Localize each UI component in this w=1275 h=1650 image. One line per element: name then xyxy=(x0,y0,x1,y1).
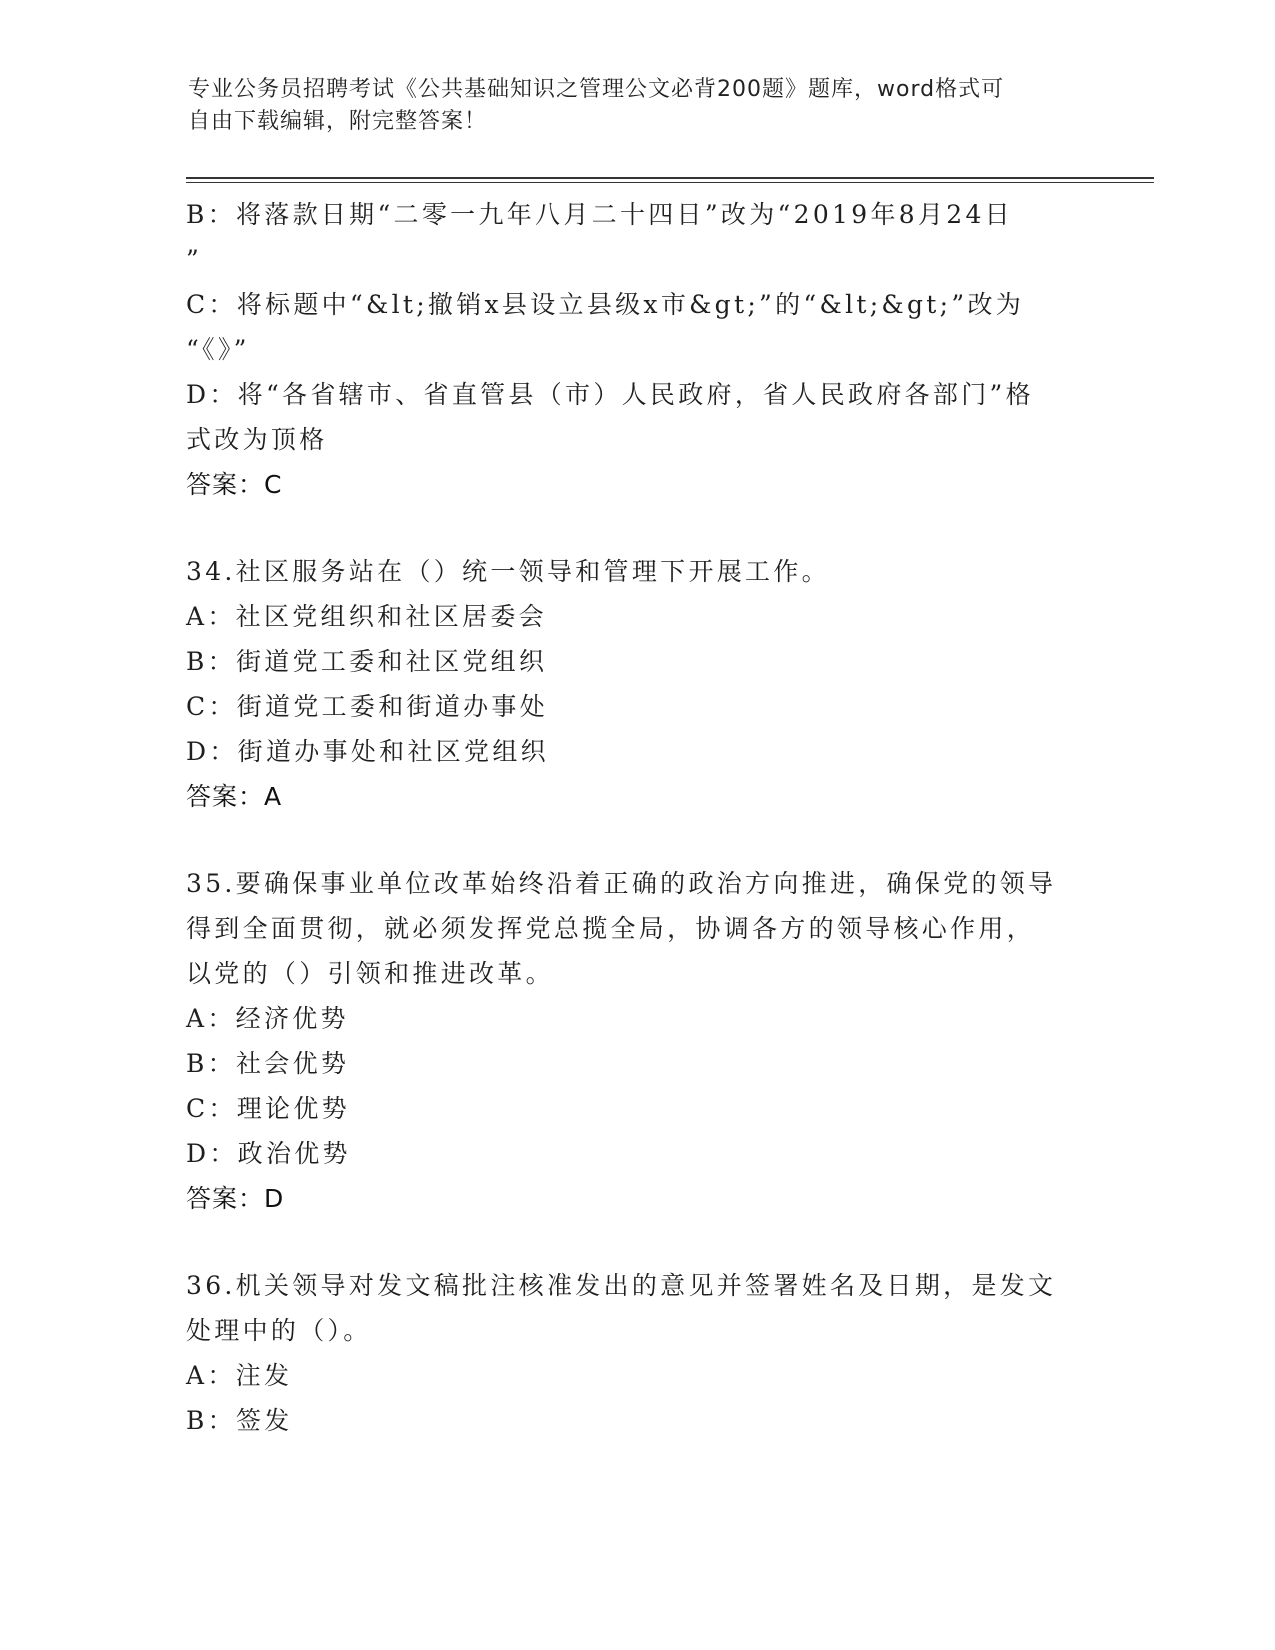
header-line-1: 专业公务员招聘考试《公共基础知识之管理公文必背200题》题库，word格式可 xyxy=(188,77,1005,102)
option-d: D：政治优势 xyxy=(186,1139,351,1168)
option-c-line-2: “《》” xyxy=(186,335,250,364)
question-stem-line-2: 处理中的（）。 xyxy=(186,1316,372,1345)
option-b: B：街道党工委和社区党组织 xyxy=(186,647,548,676)
question-stem-line-1: 35.要确保事业单位改革始终沿着正确的政治方向推进，确保党的领导 xyxy=(186,869,1057,898)
question-stem-line-2: 得到全面贯彻，就必须发挥党总揽全局，协调各方的领导核心作用， xyxy=(186,914,1036,943)
option-c: C：理论优势 xyxy=(186,1094,350,1123)
option-b: B：社会优势 xyxy=(186,1049,350,1078)
option-c: C：街道党工委和街道办事处 xyxy=(186,692,549,721)
question-stem-line-1: 36.机关领导对发文稿批注核准发出的意见并签署姓名及日期，是发文 xyxy=(186,1271,1057,1300)
option-b-line-2: ” xyxy=(186,245,203,274)
question-34 xyxy=(186,549,1086,819)
option-d-line-2: 式改为顶格 xyxy=(186,425,328,454)
header-divider-thin xyxy=(186,182,1154,183)
option-a: A：社区党组织和社区居委会 xyxy=(186,602,547,631)
question-list xyxy=(186,192,1086,1443)
option-d-line-1: D：将“各省辖市、省直管县（市）人民政府，省人民政府各部门”格 xyxy=(186,380,1034,409)
option-a: A：注发 xyxy=(186,1361,293,1390)
answer-line: 答案：C xyxy=(186,470,283,499)
answer-line: 答案：A xyxy=(186,782,283,811)
header-line-2: 自由下载编辑，附完整答案！ xyxy=(188,109,488,134)
question-stem-line-3: 以党的（）引领和推进改革。 xyxy=(186,959,554,988)
option-d: D：街道办事处和社区党组织 xyxy=(186,737,549,766)
option-b: B：签发 xyxy=(186,1406,293,1435)
answer-line: 答案：D xyxy=(186,1184,285,1213)
option-b-line-1: B：将落款日期“二零一九年八月二十四日”改为“2019年8月24日 xyxy=(186,200,1013,229)
question-35 xyxy=(186,861,1086,1221)
question-stem: 34.社区服务站在（）统一领导和管理下开展工作。 xyxy=(186,557,830,586)
header-divider-thick xyxy=(186,177,1154,179)
document-header xyxy=(188,74,1068,138)
option-c-line-1: C：将标题中“&lt;撤销x县设立县级x市&gt;”的“&lt;&gt;”改为 xyxy=(186,290,1025,319)
spacer xyxy=(186,819,1086,861)
spacer xyxy=(186,507,1086,549)
option-a: A：经济优势 xyxy=(186,1004,349,1033)
question-33-continuation xyxy=(186,192,1086,507)
question-36 xyxy=(186,1263,1086,1443)
spacer xyxy=(186,1221,1086,1263)
